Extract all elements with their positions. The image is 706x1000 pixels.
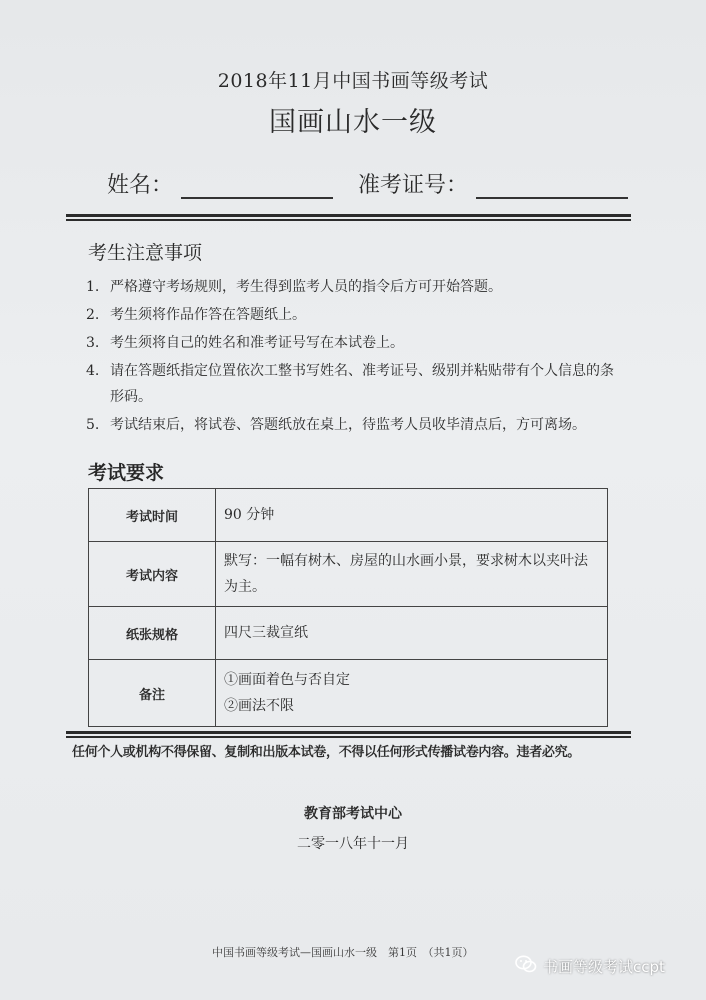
exam-id-label: 准考证号： [358,173,469,198]
notice-item-number: 5. [86,417,100,433]
name-label: 姓名： [107,173,174,198]
notice-item-text: 请在答题纸指定位置依次工整书写姓名、准考证号、级别并粘贴带有个人信息的条形码。 [110,363,614,405]
notice-item-text: 考试结束后，将试卷、答题纸放在桌上，待监考人员收毕清点后，方可离场。 [110,417,586,433]
row-value-line: 90 分钟 [224,507,275,523]
notice-item [86,274,626,300]
issuer: 教育部考试中心 [304,806,402,822]
subject-title: 国画山水一级 [269,107,437,138]
row-value [216,489,608,542]
issue-date: 二零一八年十一月 [297,836,409,852]
watermark-text: 书画等级考试ccpt [543,957,665,976]
top-divider [66,214,631,221]
bottom-divider [66,731,631,738]
notice-item [86,412,626,438]
watermark [515,955,665,977]
notice-list [86,274,626,440]
exam-id-blank-line [476,175,628,199]
table-row [89,660,608,727]
copyright-notice: 任何个人或机构不得保留、复制和出版本试卷，不得以任何形式传播试卷内容。违者必究。 [72,745,581,760]
requirements-table [88,488,608,727]
name-field [107,168,333,199]
row-value-line: ②画法不限 [224,698,294,714]
notice-heading: 考生注意事项 [88,242,203,264]
notice-item-text: 考生须将自己的姓名和准考证号写在本试卷上。 [110,335,404,351]
notice-item [86,302,626,328]
table-row [89,489,608,542]
notice-item-number: 2. [86,307,100,323]
wechat-icon [515,955,543,977]
notice-item [86,358,626,410]
notice-item-number: 3. [86,335,100,351]
row-value-line: 默写：一幅有树木、房屋的山水画小景，要求树木以夹叶法为主。 [224,553,588,595]
exam-id-field [358,168,628,199]
exam-title: 2018年11月中国书画等级考试 [217,70,489,92]
notice-item-text: 考生须将作品作答在答题纸上。 [110,307,306,323]
notice-item-text: 严格遵守考场规则，考生得到监考人员的指令后方可开始答题。 [110,279,502,295]
notice-item-number: 1. [86,279,100,295]
page-footer: 中国书画等级考试—国画山水一级 第1页 （共1页） [212,946,474,959]
row-label: 考试内容 [89,542,216,607]
notice-item [86,330,626,356]
row-value [216,660,608,727]
row-value [216,607,608,660]
row-value [216,542,608,607]
row-label: 纸张规格 [89,607,216,660]
row-value-line: ①画面着色与否自定 [224,672,350,688]
requirements-heading: 考试要求 [88,462,165,484]
table-row [89,542,608,607]
row-value-line: 四尺三裁宣纸 [224,625,308,641]
table-row [89,607,608,660]
row-label: 备注 [89,660,216,727]
name-blank-line [181,175,333,199]
notice-item-number: 4. [86,363,100,379]
row-label: 考试时间 [89,489,216,542]
